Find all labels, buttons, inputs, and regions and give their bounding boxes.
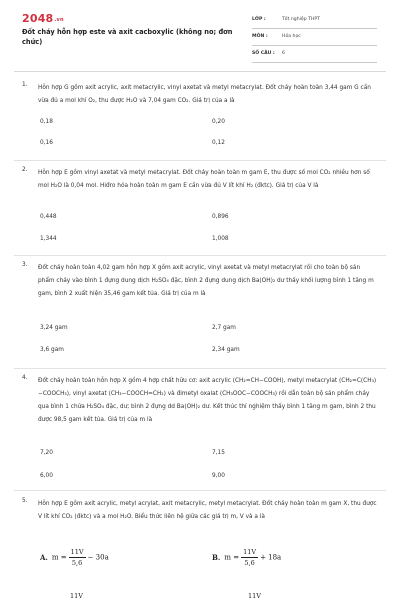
- option-a[interactable]: 0,448: [40, 214, 57, 220]
- meta-row-subject: [252, 29, 377, 46]
- meta-label: LỚP :: [252, 17, 266, 22]
- option-letter: A.: [40, 552, 48, 562]
- meta-value: Hóa học: [282, 34, 301, 39]
- option-c[interactable]: 6,00: [40, 473, 53, 479]
- option-b[interactable]: 0,896: [212, 214, 229, 220]
- fraction-numerator: 11V: [243, 548, 257, 556]
- question-number: 5.: [22, 498, 28, 504]
- formula-lhs: m =: [51, 553, 67, 562]
- fraction-denominator: 5,6: [71, 559, 83, 567]
- meta-table: [252, 12, 377, 63]
- option-b[interactable]: 7,15: [212, 450, 225, 456]
- meta-row-class: [252, 12, 377, 29]
- question-number: 2.: [22, 167, 28, 173]
- option-b[interactable]: 0,20: [212, 119, 225, 125]
- option-a[interactable]: 0,18: [40, 119, 53, 125]
- option-c[interactable]: 0,16: [40, 140, 53, 146]
- fraction: [241, 548, 258, 567]
- question-text: Hỗn hợp G gồm axit acrylic, axit metacrylic, vinyl axetat và metyl metacrylat. Đốt cháy hoàn toàn 3,44 gam G cần vừa đủ a mol khí O₂, thu được H₂O và 7,04 gam CO₂. Giá trị của a là: [38, 85, 371, 104]
- option-letter: B.: [212, 552, 221, 562]
- option-a[interactable]: 7,20: [40, 450, 53, 456]
- header-divider: [14, 71, 386, 72]
- option-d[interactable]: 0,12: [212, 140, 225, 146]
- question-divider: [14, 255, 386, 256]
- formula-rest: + 18a: [260, 553, 282, 562]
- meta-row-count: [252, 46, 377, 63]
- question-divider: [14, 490, 386, 491]
- option-d[interactable]: 2,34 gam: [212, 347, 240, 353]
- question-text: Hỗn hợp E gồm axit acrylic, metyl acrylat, axit metacrylic, metyl metacrylat. Đốt cháy hoàn toàn m gam X, thu được V lít khí CO₂ (đktc) và a mol H₂O. Biểu thức liên hệ giữa các giá trị m, V và a là: [38, 501, 377, 520]
- option-c[interactable]: 1,344: [40, 236, 57, 242]
- logo-suffix: .vn: [54, 17, 64, 23]
- option-b[interactable]: 2,7 gam: [212, 325, 236, 331]
- question-text: Hỗn hợp E gồm vinyl axetat và metyl metacrylat. Đốt cháy hoàn toàn m gam E, thu được số mol CO₂ nhiều hơn số mol H₂O là 0,04 mol. Hiđro hóa hoàn toàn m gam E cần vừa đủ V lít khí H₂ (đktc). Giá trị của V là: [38, 170, 370, 189]
- question-divider: [14, 368, 386, 369]
- option-d[interactable]: 9,00: [212, 473, 225, 479]
- option-b-formula[interactable]: [212, 548, 281, 567]
- fraction-numerator: 11V: [70, 548, 84, 556]
- question-text: Đốt cháy hoàn toàn hỗn hợp X gồm 4 hợp chất hữu cơ: axit acrylic (CH₂=CH−COOH), metyl metacrylat (CH₂=C(CH₃)−COOCH₃), vinyl axetat (CH₃−COOCH=CH₂) và đimetyl oxalat (CH₃OOC−COOCH₃) rồi dẫn toàn bộ sản phẩm cháy qua bình 1 chứa H₂SO₄ đặc, dư; bình 2 đựng dd Ba(OH)₂ dư. Kết thúc thí nghiệm thấy bình 1 tăng m gam, bình 2 thu được 98,5 gam kết tủa. Giá trị của m là: [38, 378, 377, 423]
- meta-label: MÔN :: [252, 34, 268, 39]
- logo-main: 2048: [22, 12, 54, 25]
- option-c[interactable]: 3,6 gam: [40, 347, 64, 353]
- option-d[interactable]: 1,008: [212, 236, 229, 242]
- fraction-denominator: 5,6: [244, 559, 255, 567]
- question-number: 4.: [22, 375, 28, 381]
- fraction: [69, 548, 86, 567]
- document-title: Đốt cháy hỗn hợp este và axit cacboxylic (không no; đơn chức): [22, 28, 233, 46]
- formula-lhs: m =: [224, 553, 240, 562]
- header: [0, 0, 400, 70]
- option-d-formula-partial[interactable]: 11V: [248, 592, 261, 600]
- option-c-formula-partial[interactable]: 11V: [70, 592, 83, 600]
- option-a[interactable]: 3,24 gam: [40, 325, 68, 331]
- question-divider: [14, 160, 386, 161]
- meta-value: 6: [282, 51, 285, 56]
- option-a-formula[interactable]: [40, 548, 109, 567]
- meta-label: SỐ CÂU :: [252, 51, 275, 56]
- formula-rest: − 30a: [87, 553, 109, 562]
- question-number: 3.: [22, 262, 28, 268]
- meta-value: Tốt nghiệp THPT: [282, 17, 320, 22]
- question-number: 1.: [22, 82, 28, 88]
- question-text: Đốt cháy hoàn toàn 4,02 gam hỗn hợp X gồm axit acrylic, vinyl axetat và metyl metacrylat rồi cho toàn bộ sản phẩm cháy vào bình 1 đựng dung dịch H₂SO₄ đặc, bình 2 đựng dung dịch Ba(OH)₂ dư thấy khối lượng bình 1 tăng m gam, bình 2 xuất hiện 35,46 gam kết tủa. Giá trị của m là: [38, 265, 374, 297]
- site-logo[interactable]: [22, 12, 64, 25]
